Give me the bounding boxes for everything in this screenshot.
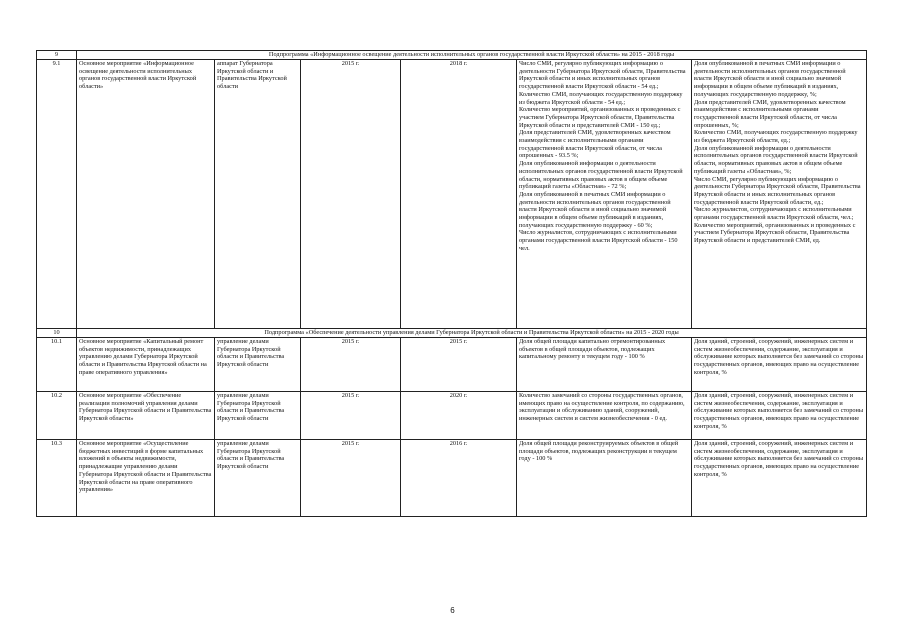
executor: управление делами Губернатора Иркутской области и Правительства Иркутской области	[215, 338, 301, 392]
section-title: Подпрограмма «Информационное освещение деятельности исполнительных органов государственной власти Иркутской области» на 2015 - 2018 годы	[77, 51, 867, 60]
criterion-line: Число журналистов, сотрудничающих с исполнительными органами государственной власти Иркутской области, чел.;	[694, 206, 854, 222]
table-row-10-2	[37, 392, 867, 440]
row-number: 10.3	[37, 440, 77, 517]
row-number: 9.1	[37, 60, 77, 329]
indicator-line: Доля представителей СМИ, удовлетворенных качеством взаимодействия с исполнительными органами государственной власти Иркутской области, от числа опрошенных - 93.5 %;	[519, 129, 671, 160]
event-name: Основное мероприятие «Капитальный ремонт объектов недвижимости, принадлежащих управлению делами Губернатора Иркутской области и Правительства Иркутской области на праве оперативного управления»	[77, 338, 215, 392]
indicator-line: Число журналистов, сотрудничающих с исполнительными органами государственной власти Иркутской области - 150 чел.	[519, 229, 678, 252]
executor: управление делами Губернатора Иркутской области и Правительства Иркутской области	[215, 440, 301, 517]
indicator-line: Количество мероприятий, организованных и проведенных с участием Губернатора Иркутской области, Правительства Иркутской области и представителей СМИ - 150 ед.;	[519, 106, 681, 129]
start-year: 2015 г.	[301, 440, 401, 517]
indicator-line: Количество СМИ, получающих государственную поддержку из бюджета Иркутской области - 54 ед.;	[519, 90, 683, 106]
row-number: 10.1	[37, 338, 77, 392]
table-row-10-1	[37, 338, 867, 392]
executor: управление делами Губернатора Иркутской области и Правительства Иркутской области	[215, 392, 301, 440]
criterion-line: Доля опубликованной информации о деятельности исполнительных органов государственной власти Иркутской области, нормативных правовых актов в общем объеме публикаций газеты «Областная», %;	[694, 144, 858, 175]
indicator-line: Доля опубликованной в печатных СМИ информации о деятельности исполнительных органов государственной власти Иркутской области и иной социально значимой информации в общем объеме публикаций в изданиях, получающих государственную поддержку - 60 %;	[519, 190, 671, 229]
table-row-10-3	[37, 440, 867, 517]
target-indicators	[517, 60, 692, 329]
indicator-line: Доля опубликованной информации о деятельности исполнительных органов государственной власти Иркутской области, нормативных правовых актов в общем объеме публикаций газеты «Областная» - 72 %;	[519, 160, 683, 191]
criterion-line: Доля опубликованной в печатных СМИ информации о деятельности исполнительных органов государственной власти Иркутской области и иной социально значимой информации в общем объеме публикаций в изданиях, получающих государственную поддержку, %;	[694, 60, 846, 98]
evaluation-criteria	[692, 60, 867, 329]
event-name: Основное мероприятие «Информационное освещение деятельности исполнительных органов государственной власти Иркутской области»	[77, 60, 215, 329]
evaluation-criterion: Доля зданий, строений, сооружений, инженерных систем и систем жизнеобеспечения, содержание, эксплуатация и обслуживание которых выполняется без замечаний со стороны государственных органов, имеющих право на осуществление контроля, %	[692, 440, 867, 517]
section-title: Подпрограмма «Обеспечение деятельности управления делами Губернатора Иркутской области и Правительства Иркутской области» на 2015 - 2020 годы	[77, 329, 867, 338]
start-year: 2015 г.	[301, 392, 401, 440]
event-name: Основное мероприятие «Осуществление бюджетных инвестиций в форме капитальных вложений в объекты недвижимости, принадлежащие управлению делами Губернатора Иркутской области и Правительства Иркутской области на праве оперативного управления»	[77, 440, 215, 517]
end-year: 2015 г.	[401, 338, 517, 392]
section-number: 10	[37, 329, 77, 338]
start-year: 2015 г.	[301, 60, 401, 329]
end-year: 2016 г.	[401, 440, 517, 517]
table-row-9-1	[37, 60, 867, 329]
event-name: Основное мероприятие «Обеспечение реализации полномочий управления делами Губернатора Иркутской области и Правительства Иркутской области»	[77, 392, 215, 440]
target-indicator: Количество замечаний со стороны государственных органов, имеющих право на осуществление контроля, по содержанию, эксплуатации и обслуживанию зданий, сооружений, инженерных систем и систем жизнеобеспечения - 0 ед.	[517, 392, 692, 440]
target-indicator: Доля общей площади реконструируемых объектов в общей площади объектов, подлежащих реконструкции в текущем году - 100 %	[517, 440, 692, 517]
criterion-line: Количество мероприятий, организованных и проведенных с участием Губернатора Иркутской области, Правительства Иркутской области и представителей СМИ, ед.	[694, 221, 856, 245]
evaluation-criterion: Доля зданий, строений, сооружений, инженерных систем и систем жизнеобеспечения, содержание, эксплуатация и обслуживание которых выполняется без замечаний со стороны государственных органов, имеющих право на осуществление контроля, %	[692, 338, 867, 392]
target-indicator: Доля общей площади капитально отремонтированных объектов в общей площади объектов, подлежащих капитальному ремонту в текущем году - 100 %	[517, 338, 692, 392]
criterion-line: Число СМИ, регулярно публикующих информацию о деятельности Губернатора Иркутской области, Правительства Иркутской области и иных исполнительных органов государственной власти Иркутской области, ед.;	[694, 175, 861, 206]
row-number: 10.2	[37, 392, 77, 440]
section-row-10	[37, 329, 867, 338]
criterion-line: Доля представителей СМИ, удовлетворенных качеством взаимодействия с исполнительными органами государственной власти Иркутской области, от числа опрошенных, %;	[694, 98, 846, 129]
end-year: 2020 г.	[401, 392, 517, 440]
section-row-9	[37, 51, 867, 60]
start-year: 2015 г.	[301, 338, 401, 392]
page-number: 6	[450, 606, 455, 615]
end-year: 2018 г.	[401, 60, 517, 329]
criterion-line: Количество СМИ, получающих государственную поддержку из бюджета Иркутской области, ед.;	[694, 129, 858, 145]
program-events-table	[36, 50, 867, 517]
indicator-line: Число СМИ, регулярно публикующих информацию о деятельности Губернатора Иркутской области, Правительства Иркутской области и иных исполнительных органов государственной власти Иркутской области - 54 ед.;	[519, 60, 686, 91]
section-number: 9	[37, 51, 77, 60]
evaluation-criterion: Доля зданий, строений, сооружений, инженерных систем и систем жизнеобеспечения, содержание, эксплуатация и обслуживание которых выполняется без замечаний со стороны государственных органов, имеющих право на осуществление контроля, %	[692, 392, 867, 440]
executor: аппарат Губернатора Иркутской области и Правительства Иркутской области	[215, 60, 301, 329]
